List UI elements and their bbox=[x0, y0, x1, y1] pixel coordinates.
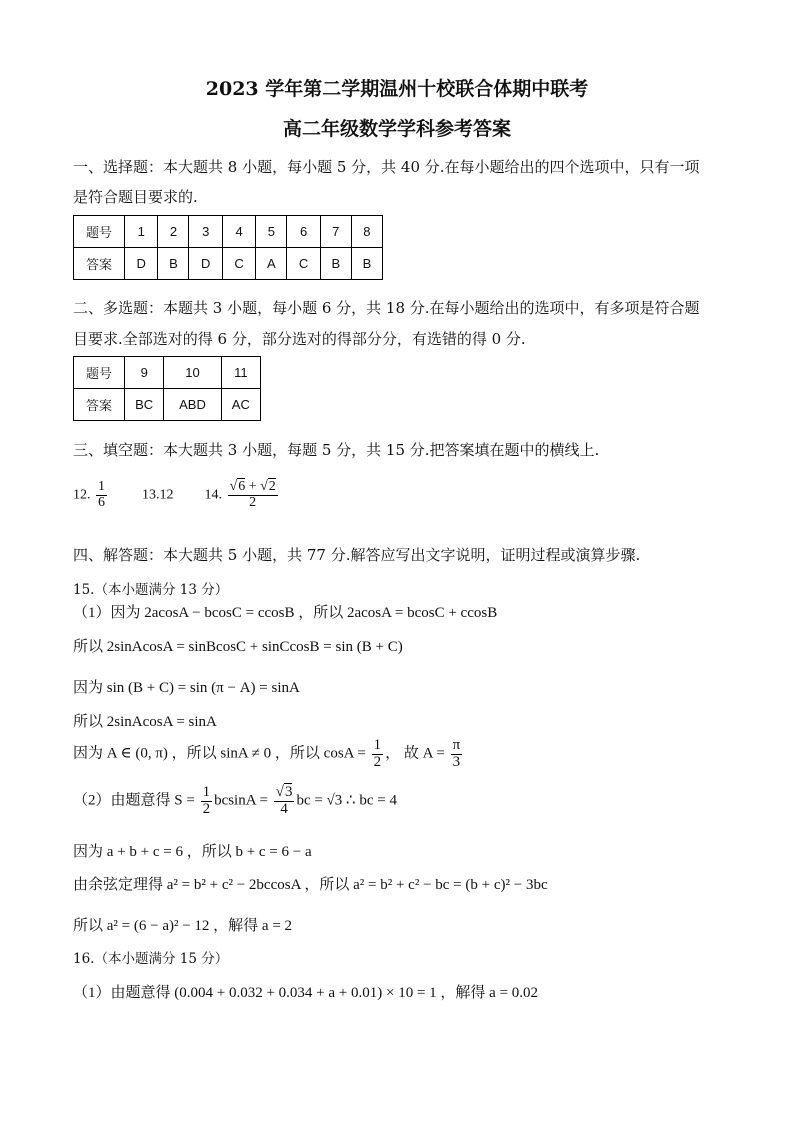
table-cell: AC bbox=[221, 389, 260, 421]
table-cell: 答案 bbox=[74, 389, 125, 421]
table-cell: D bbox=[125, 248, 158, 280]
table-cell: 10 bbox=[164, 357, 221, 389]
table-cell: 1 bbox=[125, 216, 158, 248]
q14-denominator: 2 bbox=[249, 494, 257, 510]
q14-radicand-a: 6 bbox=[238, 479, 246, 494]
q15-angle-fraction bbox=[451, 738, 463, 771]
q15-sqrt-fraction bbox=[274, 785, 295, 818]
table-cell: 6 bbox=[287, 216, 320, 248]
q13-answer: 13.12 bbox=[142, 487, 174, 503]
q12-numerator: 1 bbox=[98, 479, 105, 494]
table-cell: 2 bbox=[158, 216, 189, 248]
table-cell: B bbox=[351, 248, 382, 280]
section-4-heading: 四、解答题：本大题共 5 小题，共 77 分.解答应写出文字说明，证明过程或演算步骤. bbox=[73, 546, 641, 564]
table-cell: 题号 bbox=[74, 216, 125, 248]
fraction-numerator: 1 bbox=[202, 784, 211, 800]
section-3-heading: 三、填空题：本大题共 3 小题，每题 5 分，共 15 分.把答案填在题中的横线上. bbox=[73, 441, 600, 459]
table-cell: 8 bbox=[351, 216, 382, 248]
q15-line-5-mid: ， 故 A = bbox=[385, 745, 449, 762]
table-cell: 题号 bbox=[74, 357, 125, 389]
q15-line-6-post: bc = √3 ∴ bc = 4 bbox=[296, 792, 397, 809]
section-2-heading: 二、多选题：本题共 3 小题，每小题 6 分，共 18 分.在每小题给出的选项中，有多项是符合题 bbox=[73, 299, 700, 317]
q15-header: 15.（本小题满分 13 分） bbox=[73, 582, 229, 598]
q15-cos-fraction bbox=[372, 738, 384, 771]
q12-denominator: 6 bbox=[98, 494, 105, 510]
choice-answer-table bbox=[73, 215, 383, 280]
section-1-heading: 一、选择题：本大题共 8 小题，每小题 5 分，共 40 分.在每小题给出的四个选项中，只有一项 bbox=[73, 158, 700, 176]
q15-line-6-mid: bcsinA = bbox=[214, 792, 272, 809]
fraction-denominator: 2 bbox=[373, 753, 382, 770]
q15-area-fraction bbox=[201, 785, 213, 818]
document-subtitle: 高二年级数学学科参考答案 bbox=[282, 118, 511, 140]
table-cell: ABD bbox=[164, 389, 221, 421]
table-cell: 9 bbox=[125, 357, 164, 389]
table-cell: C bbox=[287, 248, 320, 280]
q16-header: 16.（本小题满分 15 分） bbox=[73, 951, 229, 967]
table-cell: D bbox=[189, 248, 222, 280]
q15-line-3: 因为 sin (B + C) = sin (π − A) = sinA bbox=[73, 680, 300, 696]
q15-line-9: 所以 a² = (6 − a)² − 12 ，解得 a = 2 bbox=[73, 918, 293, 934]
q14-label: 14. bbox=[204, 487, 222, 503]
section-1-heading-cont: 是符合题目要求的. bbox=[73, 188, 198, 206]
q15-line-8: 由余弦定理得 a² = b² + c² − 2bccosA ，所以 a² = b² + c² − bc = (b + c)² − 3bc bbox=[73, 877, 548, 893]
fraction-numerator: 1 bbox=[373, 737, 382, 753]
table-cell: C bbox=[222, 248, 255, 280]
table-cell: 3 bbox=[189, 216, 222, 248]
multi-choice-answer-table bbox=[73, 356, 261, 421]
q15-line-7: 因为 a + b + c = 6 ，所以 b + c = 6 − a bbox=[73, 844, 312, 860]
table-cell: BC bbox=[125, 389, 164, 421]
q14-numerator: √6 + √2 bbox=[229, 479, 276, 494]
q15-line-5 bbox=[73, 738, 464, 771]
table-cell: 7 bbox=[320, 216, 351, 248]
table-cell: B bbox=[320, 248, 351, 280]
table-cell: A bbox=[256, 248, 287, 280]
q15-line-5-text: 因为 A ∈ (0, π) ，所以 sinA ≠ 0 ，所以 cosA = bbox=[73, 745, 370, 762]
radicand: 3 bbox=[284, 784, 293, 800]
fraction-denominator: 4 bbox=[280, 800, 288, 817]
q15-line-6-text: （2）由题意得 S = bbox=[73, 792, 199, 809]
q12-label: 12. bbox=[73, 487, 91, 503]
section-2-heading-cont: 目要求.全部选对的得 6 分，部分选对的得部分分，有选错的得 0 分. bbox=[73, 330, 526, 348]
table-row bbox=[74, 389, 261, 421]
table-row bbox=[74, 357, 261, 389]
q16-line-1: （1）由题意得 (0.004 + 0.032 + 0.034 + a + 0.01) × 10 = 1 ，解得 a = 0.02 bbox=[73, 985, 539, 1001]
document-title: 2023 学年第二学期温州十校联合体期中联考 bbox=[205, 78, 589, 100]
q14-radicand-b: 2 bbox=[268, 479, 276, 494]
table-cell: 答案 bbox=[74, 248, 125, 280]
table-cell: 5 bbox=[256, 216, 287, 248]
fraction-denominator: 3 bbox=[452, 753, 461, 770]
q15-line-1: （1）因为 2acosA − bcosC = ccosB ，所以 2acosA = bcosC + ccosB bbox=[73, 605, 498, 621]
q15-line-4: 所以 2sinAcosA = sinA bbox=[73, 714, 217, 730]
table-cell: 4 bbox=[222, 216, 255, 248]
fraction-numerator: √3 bbox=[275, 784, 293, 800]
q14-fraction bbox=[228, 480, 278, 510]
q15-line-2: 所以 2sinAcosA = sinBcosC + sinCcosB = sin (B + C) bbox=[73, 639, 403, 655]
table-cell: 11 bbox=[221, 357, 260, 389]
table-row bbox=[74, 216, 383, 248]
fraction-numerator: π bbox=[452, 737, 461, 753]
q12-fraction bbox=[96, 480, 107, 510]
q14-plus: + bbox=[248, 479, 257, 494]
table-cell: B bbox=[158, 248, 189, 280]
fraction-denominator: 2 bbox=[202, 800, 211, 817]
table-row bbox=[74, 248, 383, 280]
fill-answers bbox=[73, 480, 280, 510]
q15-line-6 bbox=[73, 785, 397, 818]
